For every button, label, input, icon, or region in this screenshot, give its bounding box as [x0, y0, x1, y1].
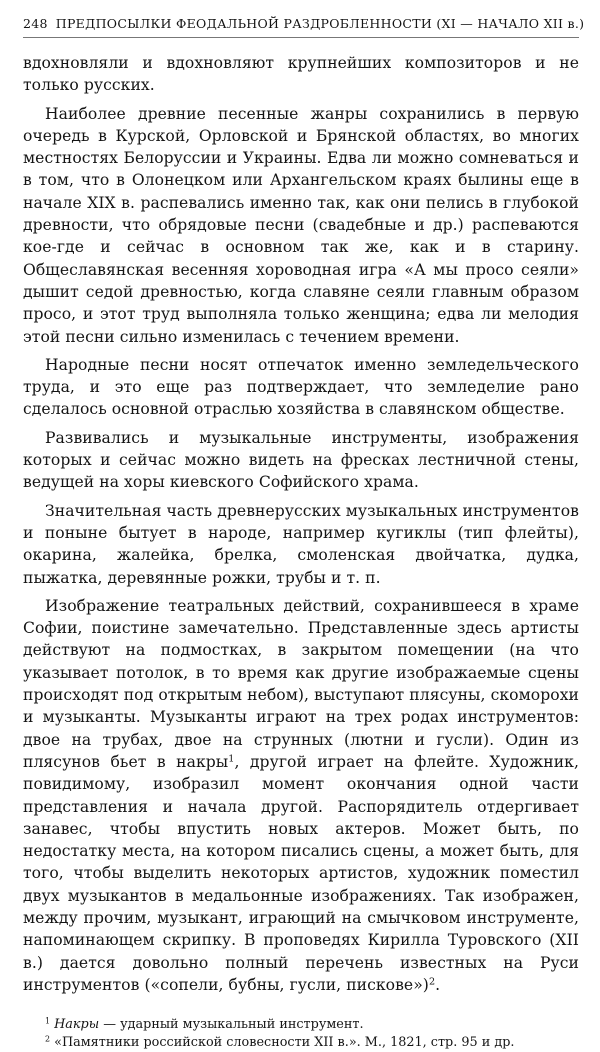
paragraph-continued: вдохновляли и вдохновляют крупнейших композиторов и не только русских.: [23, 54, 579, 95]
book-page: [23, 14, 585, 1052]
footnote-mark: 1: [45, 1016, 51, 1026]
footnote-ref-2[interactable]: 2: [428, 976, 436, 988]
running-header: [23, 14, 585, 38]
footnote-2: [45, 1034, 579, 1052]
footnote-term: Накры: [54, 1017, 100, 1033]
paragraph-theatre-part-1: Изображение театральных действий, сохранившееся в храме Софии, поистине замечательно. Представленные здесь артисты действуют на подмостках, в закрытом помещении (на что указывает потолок, в то время как другие изображаемые сцены происходят под открытым небом), выступают плясуны, скоморохи и музыканты. Музыканты играют на трех родах инструментов: двое на трубах, двое на струнных (лютни и гусли). Один из плясунов бьет в накры: [23, 596, 579, 771]
paragraph-theatre-end: .: [435, 975, 441, 994]
paragraph-folk-songs: Народные песни носят отпечаток именно земледельческого труда, и это еще раз подтверждает, что земледелие рано сделалось основной отраслью хозяйства в славянском обществе.: [23, 355, 579, 419]
paragraph-theatre: [23, 595, 579, 996]
footnote-mark: 2: [45, 1034, 51, 1044]
paragraph-theatre-part-2: , другой играет на флейте. Художник, повидимому, изобразил момент окончания одной части представления и начала другой. Распорядитель отдергивает занавес, чтобы впустить новых актеров. Может быть, по недостатку места, на котором писались сцены, а может быть, для того, чтобы выделить некоторых артистов, художник поместил двух музыкантов в медальонные изображениях. Так изображен, между прочим, музыкант, играющий на смычковом инструменте, напоминающем скрипку. В проповедях Кирилла Туровского (XII в.) дается довольно полный перечень известных на Руси инструментов («сопели, бубны, гусли, пискове»): [23, 752, 579, 994]
footnote-text: «Памятники российской словесности XII в.». М., 1821, стр. 95 и др.: [50, 1035, 515, 1051]
footnote-text: — ударный музыкальный инструмент.: [99, 1017, 364, 1033]
footnote-1: [45, 1016, 579, 1034]
footnote-ref-1[interactable]: 1: [228, 753, 235, 765]
paragraph-instruments: Развивались и музыкальные инструменты, изображения которых и сейчас можно видеть на фресках лестничной стены, ведущей на хоры киевского Софийского храма.: [23, 428, 579, 492]
page-number: 248: [23, 16, 48, 31]
paragraph-song-genres: Наиболее древние песенные жанры сохранились в первую очередь в Курской, Орловской и Брянской областях, во многих местностях Белоруссии и Украины. Едва ли можно сомневаться и в том, что в Олонецком или Архангельском краях былины еще в начале XIX в. распевались именно так, как они пелись в глубокой древности, что обрядовые песни (свадебные и др.) распеваются кое-где и сейчас в основном так же, как и в старину. Общеславянская весенняя хороводная игра «А мы просо сеяли» дышит седой древностью, когда славяне сеяли главным образом просо, и этот труд выполняла только женщина; едва ли мелодия этой песни сильно изменилась с течением времени.: [23, 104, 579, 346]
main-text: [23, 52, 579, 996]
paragraph-old-instruments: Значительная часть древнерусских музыкальных инструментов и поныне бытует в народе, например кугиклы (тип флейты), окарина, жалейка, брелка, смоленская двойчатка, дудка, пыжатка, деревянные рожки, трубы и т. п.: [23, 501, 579, 587]
footnotes: [23, 1016, 579, 1052]
chapter-title: ПРЕДПОСЫЛКИ ФЕОДАЛЬНОЙ РАЗДРОБЛЕННОСТИ (XI — НАЧАЛО XII в.): [55, 16, 585, 31]
